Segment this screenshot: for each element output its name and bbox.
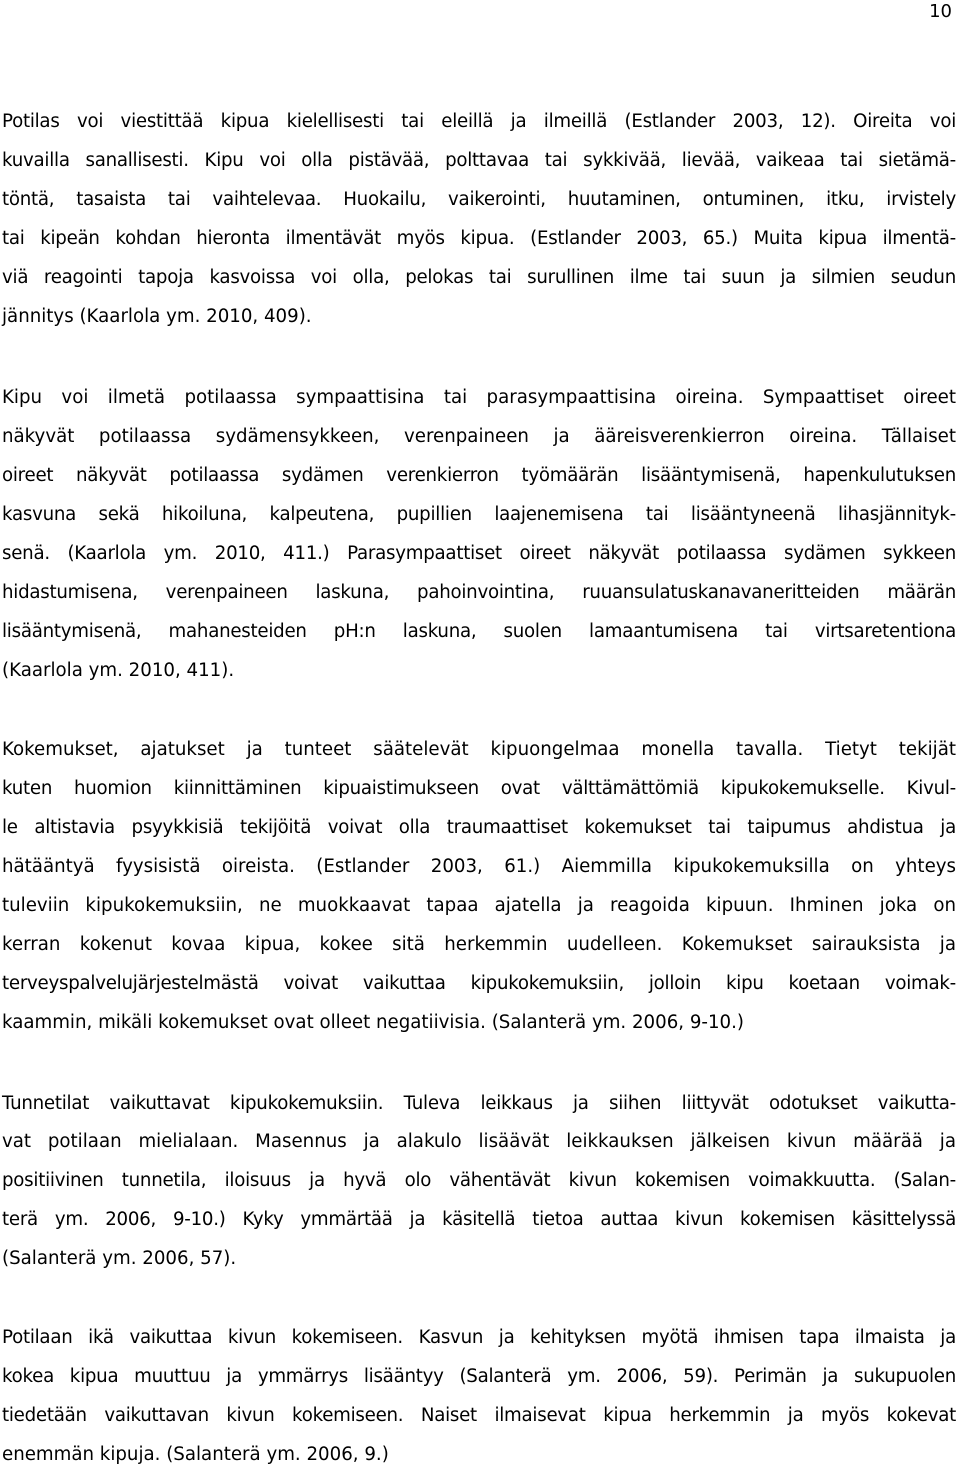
text-line: kuvailla sanallisesti. Kipu voi olla pistävää, polttavaa tai sykkivää, lievää, vaikeaa tai sietämä- xyxy=(2,150,956,171)
text-line: jännitys (Kaarlola ym. 2010, 409). xyxy=(2,306,312,327)
text-line: kerran kokenut kovaa kipua, kokee sitä herkemmin uudelleen. Kokemukset sairauksista ja xyxy=(2,934,956,955)
text-line: viä reagointi tapoja kasvoissa voi olla, pelokas tai surullinen ilme tai suun ja silmien seudun xyxy=(2,267,956,288)
text-line: kaammin, mikäli kokemukset ovat olleet negatiivisia. (Salanterä ym. 2006, 9-10.) xyxy=(2,1012,744,1033)
text-line: Potilas voi viestittää kipua kielellisesti tai eleillä ja ilmeillä (Estlander 2003, 12). Oireita voi xyxy=(2,111,956,132)
text-line: kuten huomion kiinnittäminen kipuaistimukseen ovat välttämättömiä kipukokemukselle. Kivul- xyxy=(2,778,956,799)
text-line: tuleviin kipukokemuksiin, ne muokkaavat tapaa ajatella ja reagoida kipuun. Ihminen joka on xyxy=(2,895,956,916)
text-line: Potilaan ikä vaikuttaa kivun kokemiseen. Kasvun ja kehityksen myötä ihmisen tapa ilmaista ja xyxy=(2,1327,956,1348)
text-line: positiivinen tunnetila, iloisuus ja hyvä olo vähentävät kivun kokemisen voimakkuutta. (Salan- xyxy=(2,1170,956,1191)
text-line: tai kipeän kohdan hieronta ilmentävät myös kipua. (Estlander 2003, 65.) Muita kipua ilmentä- xyxy=(2,228,956,249)
text-line: hätääntyä fyysisistä oireista. (Estlander 2003, 61.) Aiemmilla kipukokemuksilla on yhteys xyxy=(2,856,956,877)
page-number: 10 xyxy=(929,1,952,22)
text-line: hidastumisena, verenpaineen laskuna, pahoinvointina, ruuansulatuskanavaneritteiden määrän xyxy=(2,582,956,603)
text-line: kokea kipua muuttuu ja ymmärrys lisääntyy (Salanterä ym. 2006, 59). Perimän ja sukupuolen xyxy=(2,1366,956,1387)
text-line: kasvuna sekä hikoiluna, kalpeutena, pupillien laajenemisena tai lisääntyneenä lihasjännityk- xyxy=(2,504,956,525)
text-line: tiedetään vaikuttavan kivun kokemiseen. Naiset ilmaisevat kipua herkemmin ja myös kokevat xyxy=(2,1405,956,1426)
text-line: terä ym. 2006, 9-10.) Kyky ymmärtää ja käsitellä tietoa auttaa kivun kokemisen käsittelyssä xyxy=(2,1209,956,1230)
text-line: le altistavia psyykkisiä tekijöitä voivat olla traumaattiset kokemukset tai taipumus ahdistua ja xyxy=(2,817,956,838)
text-line: senä. (Kaarlola ym. 2010, 411.) Parasympaattiset oireet näkyvät potilaassa sydämen sykkeen xyxy=(2,543,956,564)
text-line: oireet näkyvät potilaassa sydämen verenkierron työmäärän lisääntymisenä, hapenkulutuksen xyxy=(2,465,956,486)
text-line: Kokemukset, ajatukset ja tunteet säätelevät kipuongelmaa monella tavalla. Tietyt tekijät xyxy=(2,739,956,760)
text-line: terveyspalvelujärjestelmästä voivat vaikuttaa kipukokemuksiin, jolloin kipu koetaan voimak- xyxy=(2,973,956,994)
text-line: enemmän kipuja. (Salanterä ym. 2006, 9.) xyxy=(2,1444,389,1465)
text-line: (Salanterä ym. 2006, 57). xyxy=(2,1248,237,1269)
text-line: lisääntymisenä, mahanesteiden pH:n laskuna, suolen lamaantumisena tai virtsaretentiona xyxy=(2,621,956,642)
text-line: Tunnetilat vaikuttavat kipukokemuksiin. Tuleva leikkaus ja siihen liittyvät odotukset vaikutta- xyxy=(2,1093,956,1114)
text-line: näkyvät potilaassa sydämensykkeen, verenpaineen ja ääreisverenkierron oireina. Tällaiset xyxy=(2,426,956,447)
text-line: (Kaarlola ym. 2010, 411). xyxy=(2,660,235,681)
text-line: töntä, tasaista tai vaihtelevaa. Huokailu, vaikerointi, huutaminen, ontuminen, itku, irvistely xyxy=(2,189,956,210)
text-line: vat potilaan mielialaan. Masennus ja alakulo lisäävät leikkauksen jälkeisen kivun määrää ja xyxy=(2,1131,956,1152)
text-line: Kipu voi ilmetä potilaassa sympaattisina tai parasympaattisina oireina. Sympaattiset oireet xyxy=(2,387,956,408)
